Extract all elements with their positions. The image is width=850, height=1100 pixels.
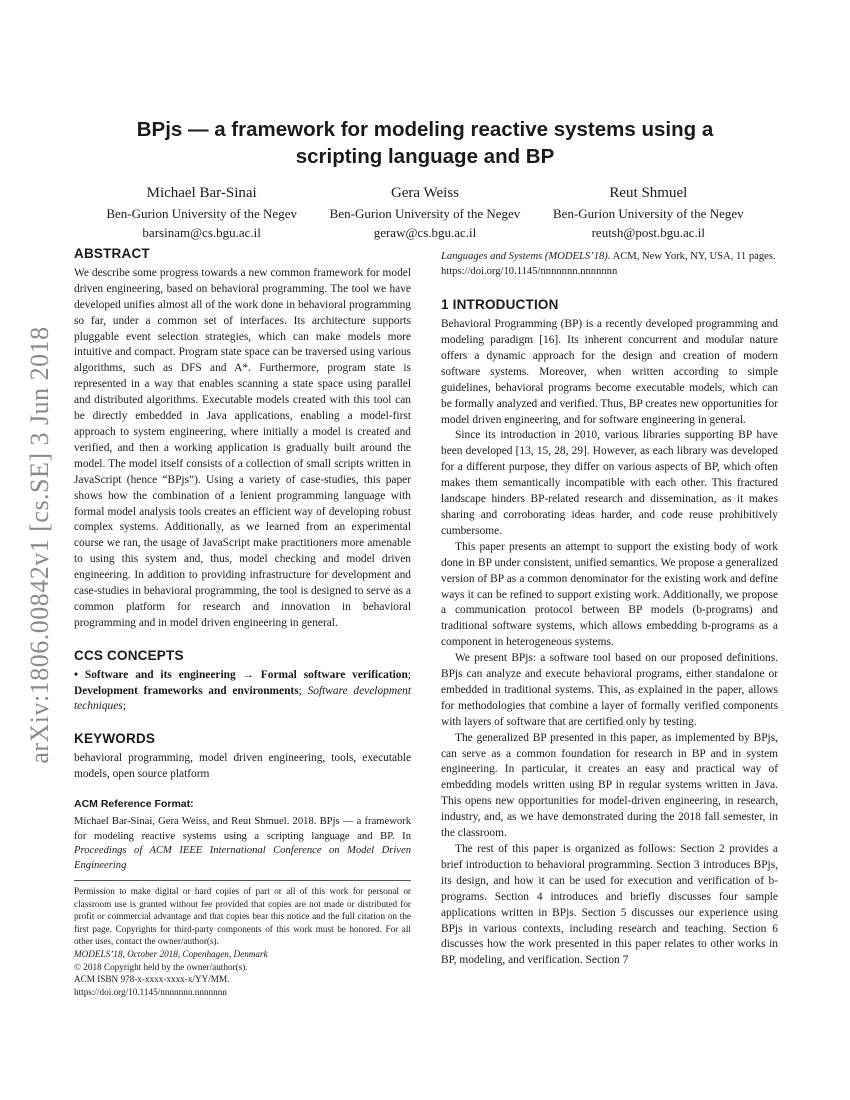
ccs-heading: CCS CONCEPTS: [74, 647, 184, 663]
left-column: [74, 246, 411, 873]
intro-paragraph-2: Since its introduction in 2010, various libraries supporting BP have been developed [13, 15, 28, 29]. However, as each library was developed for a different purpose, they differ on various aspects of BP, which often makes them semantically incompatible with each other. This fractured landscape hinders BP-related research and dissemination, as it makes sharing and corroborating ideas harder, and code reuse prohibitively cumbersome.: [441, 429, 778, 537]
ccs-concept-1: Software and its engineering → Formal software verification: [84, 668, 408, 681]
author-name: Michael Bar-Sinai: [146, 185, 257, 201]
ccs-text: [74, 668, 411, 716]
ccs-end: ;: [122, 700, 126, 713]
ccs-separator: ;: [298, 684, 308, 697]
intro-paragraph-4: We present BPjs: a software tool based on our proposed definitions. BPjs can analyze and execute behavioral programs, either standalone or embedded in traditional systems. This, as explained in the paper, allows for methodologies that combine a layer of formally verified components with layers of software that are certified only by testing.: [441, 652, 778, 728]
author-name: Reut Shmuel: [609, 185, 688, 201]
acm-reference-venue: Languages and Systems (MODELS’18).: [441, 251, 611, 262]
copyright-line: © 2018 Copyright held by the owner/author(s).: [74, 961, 248, 972]
author-affiliation: Ben-Gurion University of the Negev: [329, 206, 521, 221]
author-3: [537, 183, 760, 242]
author-block: [90, 183, 760, 242]
keywords-text: behavioral programming, model driven engineering, tools, executable models, open source platform: [74, 752, 411, 781]
arxiv-identifier: arXiv:1806.00842v1 [cs.SE] 3 Jun 2018: [25, 326, 54, 764]
abstract-text: We describe some progress towards a new common framework for model driven engineering, based on behavioral programming. The tool we have developed unifies almost all of the work done in behavioral programming so far, under a common set of interfaces. Its architecture supports pluggable event selection strategies, which can make models more intuitive and compact. Program state space can be traversed using various algorithms, such as DFS and A*. Furthermore, program state is represented in a way that enables scanning a state space using parallel and distributed algorithms. Executable models created with this tool can be directly embedded in Java applications, enabling a model-first approach to system engineering, where initially a model is created and verified, and then a working application is gradually built around the model. The model itself consists of a collection of small scripts written in JavaScript (hence “BPjs”). Using a variety of case-studies, this paper shows how the combination of a lenient programming language with formal model analysis tools creates an efficient way of developing robust complex systems. Additionally, as we learned from an experimental course we ran, the usage of JavaScript make practitioners more amenable to using this system and, thus, model checking and model driven engineering. In addition to providing infrastructure for development and case-studies in behavioral programming, the tool is designed to serve as a common platform for research and innovation in behavioral programming and in model driven engineering in general.: [74, 266, 411, 629]
author-affiliation: Ben-Gurion University of the Negev: [553, 206, 744, 221]
author-email: barsinam@cs.bgu.ac.il: [142, 225, 261, 240]
title-line-1: BPjs — a framework for modeling reactive systems using a: [136, 118, 714, 141]
title-line-2: scripting language and BP: [295, 145, 555, 168]
author-email: reutsh@post.bgu.ac.il: [591, 225, 706, 240]
intro-paragraph-3: This paper presents an attempt to support the existing body of work done in BP under consistent, unified semantics. We propose a generalized version of BP as a common denominator for the existing work and define ways it can be refined to support existing work. Additionally, we propose a communication protocol between BP models (b-programs) and traditional software systems, which allows embedding b-programs as a component in heterogeneous systems.: [441, 540, 778, 649]
intro-paragraph-6: The rest of this paper is organized as follows: Section 2 provides a brief introduction to behavioral programming. Section 3 introduces BPjs, its design, and how it can be used for execution and verification of b-programs. Section 4 introduces and briefly discusses four sample applications written in BPjs. Section 5 discusses our experience using BPjs in various contexts, including research and teaching. Section 6 discusses how the work presented in this paper relates to other works in BP, modeling, and verification. Section 7: [441, 843, 778, 967]
ccs-concept-2: Development frameworks and environments: [74, 684, 299, 697]
paper-title: [70, 116, 780, 170]
doi-link[interactable]: https://doi.org/10.1145/nnnnnnn.nnnnnnn: [74, 986, 227, 997]
arxiv-sidebar: [20, 310, 60, 780]
author-email: geraw@cs.bgu.ac.il: [373, 225, 477, 240]
author-2: [313, 183, 536, 242]
venue-line: MODELS’18, October 2018, Copenhagen, Denmark: [74, 948, 268, 959]
author-1: [90, 183, 313, 242]
acm-reference-text: [74, 815, 411, 873]
ccs-bullet: •: [74, 668, 78, 681]
author-name: Gera Weiss: [390, 185, 460, 201]
permission-text: Permission to make digital or hard copies of part or all of this work for personal or classroom use is granted without fee provided that copies are not made or distributed for profit or commercial advantage and that copies bear this notice and the full citation on the first page. Copyrights for third-party components of this work must be honored. For all other uses, contact the owner/author(s).: [74, 886, 411, 947]
permission-notice: [74, 880, 411, 998]
right-column: [441, 250, 778, 969]
keywords-heading: KEYWORDS: [74, 731, 156, 747]
abstract-heading: ABSTRACT: [74, 246, 150, 261]
acm-reference-plain: Michael Bar-Sinai, Gera Weiss, and Reut Shmuel. 2018. BPjs — a framework for modeling reactive systems using a scripting language and BP. In: [74, 816, 411, 842]
acm-reference-publisher: ACM, New York, NY, USA, 11 pages. https://doi.org/10.1145/nnnnnnn.nnnnnnn: [441, 251, 776, 277]
acm-reference-proceedings: Proceedings of ACM IEEE International Conference on Model Driven Engineering: [74, 845, 411, 871]
introduction-heading: 1 INTRODUCTION: [441, 297, 559, 313]
ccs-concept-3: Software development techniques: [74, 684, 411, 713]
author-affiliation: Ben-Gurion University of the Negev: [106, 206, 297, 221]
acm-reference-continuation: [441, 250, 778, 279]
isbn-line: ACM ISBN 978-x-xxxx-xxxx-x/YY/MM.: [74, 974, 230, 985]
intro-paragraph-1: Behavioral Programming (BP) is a recently developed programming and modeling paradigm [16]. Its inherent concurrent and modular nature offers a dynamic approach for the design and creation of modern software systems. Moreover, when written according to simple guidelines, behavioral programs become executable models, which can be formally analyzed and verified. Thus, BP creates new opportunities for model driven engineering, and for software engineering in general.: [441, 318, 778, 426]
intro-paragraph-5: The generalized BP presented in this paper, as implemented by BPjs, can serve as a common foundation for research in BP and in system engineering. In particular, it creates an easy and practical way of embedding models written using BP in regular systems written in Java. This opens new opportunities for model-driven engineering, in research, industry, and, as we have demonstrated during the 2018 fall semester, in the classroom.: [441, 731, 778, 840]
acm-reference-heading: ACM Reference Format:: [74, 798, 194, 811]
ccs-separator: ;: [407, 668, 411, 681]
